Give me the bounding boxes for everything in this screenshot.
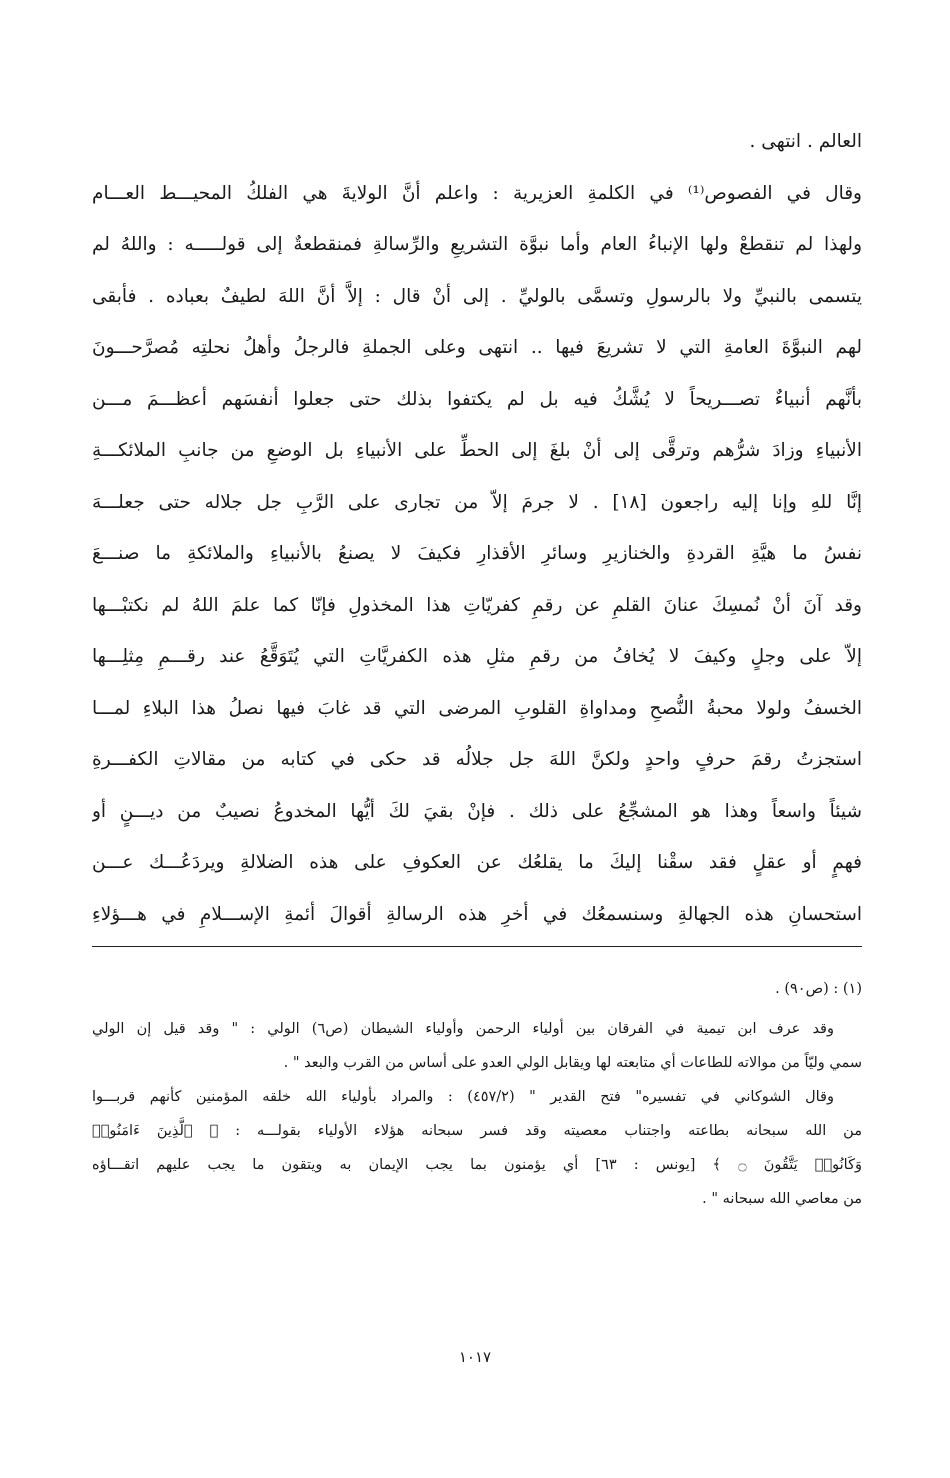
main-line-13: استجزتُ رقمَ حرفٍ واحدٍ ولكنَّ اللهَ جل جلالُه قد حكى في كتابه من مقالاتِ الكفـــرةِ [92,749,862,770]
footnote-marker-line: (١) : (ص٩٠) . [775,981,862,997]
main-line-3: ولهذا لم تنقطعْ ولها الإنباءُ العام وأما نبوَّة التشريعِ والرِّسالةِ فمنقطعةٌ إلى قولـــــه : واللهُ لم [92,234,862,255]
main-line-1: العالم . انتهى . [749,131,862,152]
footnote-line-7: من معاصي الله سبحانه " . [702,1191,862,1207]
footnote-line-3: سمي وليّاً من موالاته للطاعات أي متابعته لها ويقابل الولي العدو على أساس من القرب والبعد " . [283,1055,862,1071]
footnote-line-5: من الله سبحانه بطاعته واجتناب معصيته وقد فسر سبحانه هؤلاء الأولياء بقولـــه : ﴿ ٱلَّذِينَ ءَامَنُوا۟ [92,1123,862,1139]
main-line-4: يتسمى بالنبيِّ ولا بالرسولِ وتسمَّى بالوليِّ . إلى أنْ قال : إلاَّ أنَّ اللهَ لطيفٌ بعباده . فأبقى [92,285,862,307]
footnotes [92,972,862,1216]
page-number: ١٠١٧ [458,1348,492,1366]
main-line-11: إلاّ على وجلٍ وكيفَ لا يُخافُ من رقمِ مثلِ هذه الكفريَّاتِ التي يُتَوَقَّعُ عند رقـــمِ مِثلِـــها [92,646,862,667]
footnote-line-2: وقد عرف ابن تيمية في الفرقان بين أولياء الرحمن وأولياء الشيطان (ص٦) الولي : " وقد قيل إن الولي [92,1021,834,1037]
main-line-2: وقال في الفصوص⁽¹⁾ في الكلمةِ العزيرية : واعلم أنَّ الولايةَ هي الفلكُ المحيـــط العـــام [92,182,862,204]
main-line-8: إنَّا للهِ وإنا إليه راجعون [١٨] . لا جرمَ إلاّ من تجارى على الرَّبِ جل جلاله حتى جعلـــهَ [92,491,862,513]
footnote-line-4: وقال الشوكاني في تفسيره" فتح القدير " (٤٥٧/٢) : والمراد بأولياء الله خلقه المؤمنين كأنهم قربـــوا [92,1089,834,1105]
footnote-line-6: وَكَانُوا۟ يَتَّقُونَ ۝ ﴾ [يونس : ٦٣] أي يؤمنون بما يجب الإيمان به ويتقون ما يجب عليهم اتقـــاؤه [92,1157,862,1173]
main-line-7: الأنبياءِ وزادَ شرُّهم وترقَّى إلى أنْ بلغَ إلى الحطِّ على الأنبياءِ بل الوضعِ من جانبِ الملائكـــةِ [92,440,862,461]
main-line-14: شيئاً واسعاً وهذا هو المشجِّعُ على ذلك . فإنْ بقيَ لكَ أيُّها المخدوعُ نصيبٌ من ديـــنٍ أو [92,800,862,822]
main-line-12: الخسفُ ولولا محبةُ النُّصحِ ومداواةِ القلوبِ المرضى التي قد غابَ فيها نصلُ هذا البلاءِ لمـــا [92,697,862,719]
main-line-9: نفسُ ما هيَّةِ القردةِ والخنازيرِ وسائرِ الأقذارِ فكيفَ لا يصنعُ بالأنبياءِ والملائكةِ ما صنـــعَ [92,543,862,564]
footnote-separator [92,946,862,947]
main-line-16: استحسانِ هذه الجهالةِ وسنسمعُك في أخرِ هذه الرسالةِ أقوالَ أئمةِ الإســـلامِ في هـــؤلاءِ [92,903,862,925]
main-line-6: بأنَّهم أنبياءٌ تصـــريحاً لا يُشَّكُ فيه بل لم يكتفوا بذلك حتى جعلوا أنفسَهم أعظـــمَ مـــن [92,388,862,410]
main-text-body [92,116,862,940]
main-line-15: فهمٍ أو عقلٍ فقد سقْنا إليكَ ما يقلعُك عن العكوفِ على هذه الضلالةِ ويردَعُـــك عـــن [92,852,862,873]
main-line-10: وقد آنَ أنْ نُمسِكَ عنانَ القلمِ عن رقمِ كفريّاتِ هذا المخذولِ فإنّا كما علمَ اللهُ لم نكتبْـــها [92,594,862,616]
main-line-5: لهم النبوَّةَ العامةِ التي لا تشريعَ فيها .. انتهى وعلى الجملةِ فالرجلُ وأهلُ نحلتِه مُصرَّحـــونَ [92,337,862,358]
